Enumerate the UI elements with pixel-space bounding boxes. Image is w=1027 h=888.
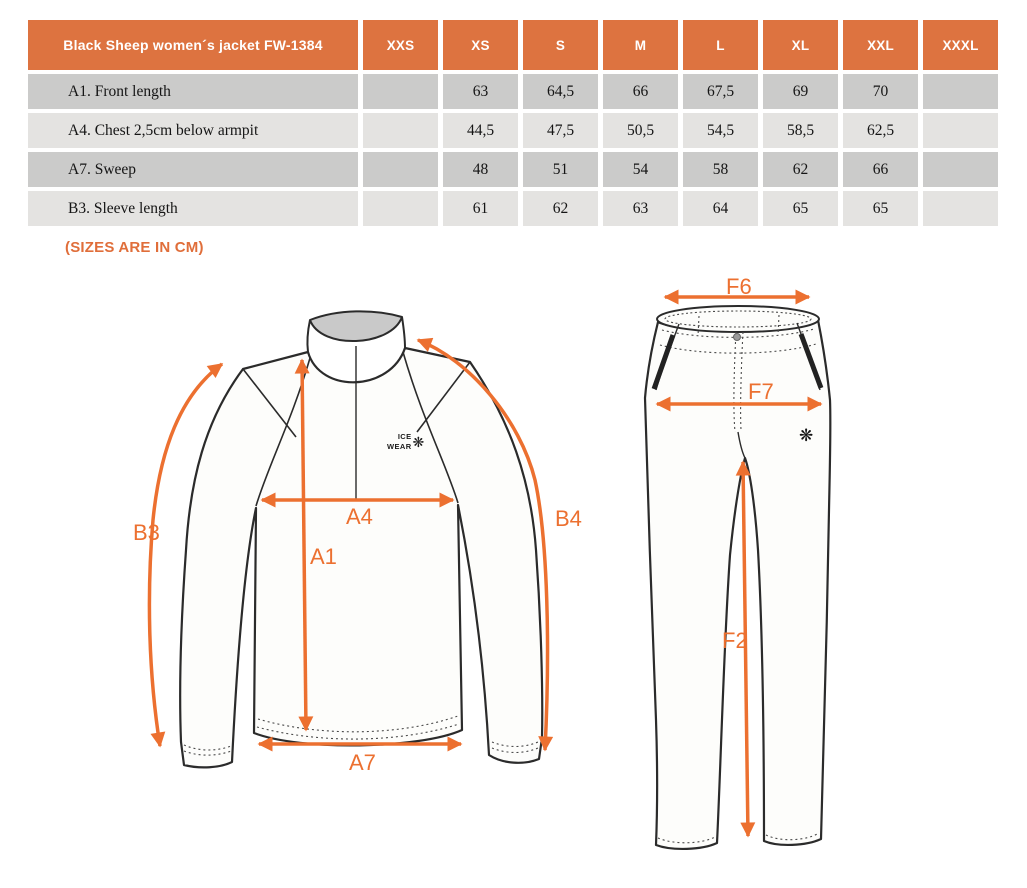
- size-value: [363, 191, 438, 226]
- measure-label-b4: B4: [555, 506, 582, 531]
- snowflake-icon: ❋: [412, 433, 425, 450]
- size-header-xxxl: XXXL: [923, 20, 998, 70]
- pants-outline: [645, 320, 830, 849]
- size-header-xl: XL: [763, 20, 838, 70]
- size-value: 64: [683, 191, 758, 226]
- waist-button: [734, 334, 741, 341]
- units-note: (SIZES ARE IN CM): [65, 239, 204, 256]
- size-value: [923, 74, 998, 109]
- size-value: 66: [843, 152, 918, 187]
- size-value: 62: [763, 152, 838, 187]
- size-value: [923, 113, 998, 148]
- size-value: 65: [843, 191, 918, 226]
- size-value: 62: [523, 191, 598, 226]
- size-value: [363, 113, 438, 148]
- size-value: [923, 152, 998, 187]
- jacket-outline: [180, 348, 542, 767]
- size-value: 61: [443, 191, 518, 226]
- garment-diagram: [0, 270, 1027, 888]
- pants-drawing: [645, 306, 830, 849]
- icewear-logo-line1: ICE: [397, 432, 412, 441]
- size-value: 48: [443, 152, 518, 187]
- size-header-s: S: [523, 20, 598, 70]
- size-header-m: M: [603, 20, 678, 70]
- size-header-xxs: XXS: [363, 20, 438, 70]
- size-value: 63: [603, 191, 678, 226]
- size-value: 62,5: [843, 113, 918, 148]
- icewear-logo: [387, 432, 424, 452]
- size-value: 47,5: [523, 113, 598, 148]
- table-title: Black Sheep women´s jacket FW-1384: [28, 20, 358, 70]
- jacket-drawing: [180, 311, 542, 767]
- row-label: A4. Chest 2,5cm below armpit: [28, 113, 358, 148]
- size-value: 44,5: [443, 113, 518, 148]
- waistband-opening: [657, 306, 819, 332]
- measure-label-f2: F2: [722, 628, 748, 653]
- size-value: 54: [603, 152, 678, 187]
- size-value: 50,5: [603, 113, 678, 148]
- size-header-xxl: XXL: [843, 20, 918, 70]
- size-value: [923, 191, 998, 226]
- size-value: [363, 152, 438, 187]
- size-value: 54,5: [683, 113, 758, 148]
- measure-label-b3: B3: [133, 520, 160, 545]
- size-table: [28, 20, 998, 226]
- jacket-collar-left-edge: [307, 320, 310, 352]
- size-value: 66: [603, 74, 678, 109]
- snowflake-icon: ❋: [799, 426, 814, 445]
- size-value: 63: [443, 74, 518, 109]
- size-value: 58: [683, 152, 758, 187]
- icewear-logo-line2: WEAR: [387, 441, 412, 451]
- size-value: 67,5: [683, 74, 758, 109]
- size-value: [363, 74, 438, 109]
- size-value: 51: [523, 152, 598, 187]
- row-label: A7. Sweep: [28, 152, 358, 187]
- measure-label-f6: F6: [726, 274, 752, 299]
- size-value: 65: [763, 191, 838, 226]
- size-value: 70: [843, 74, 918, 109]
- size-value: 64,5: [523, 74, 598, 109]
- size-header-xs: XS: [443, 20, 518, 70]
- measure-label-a4: A4: [346, 504, 373, 529]
- jacket-collar-right-edge: [402, 317, 405, 348]
- measure-label-a7: A7: [349, 750, 376, 775]
- measure-label-f7: F7: [748, 379, 774, 404]
- jacket-collar-top: [310, 311, 402, 341]
- row-label: A1. Front length: [28, 74, 358, 109]
- measure-label-a1: A1: [310, 544, 337, 569]
- row-label: B3. Sleeve length: [28, 191, 358, 226]
- size-header-l: L: [683, 20, 758, 70]
- size-value: 69: [763, 74, 838, 109]
- size-value: 58,5: [763, 113, 838, 148]
